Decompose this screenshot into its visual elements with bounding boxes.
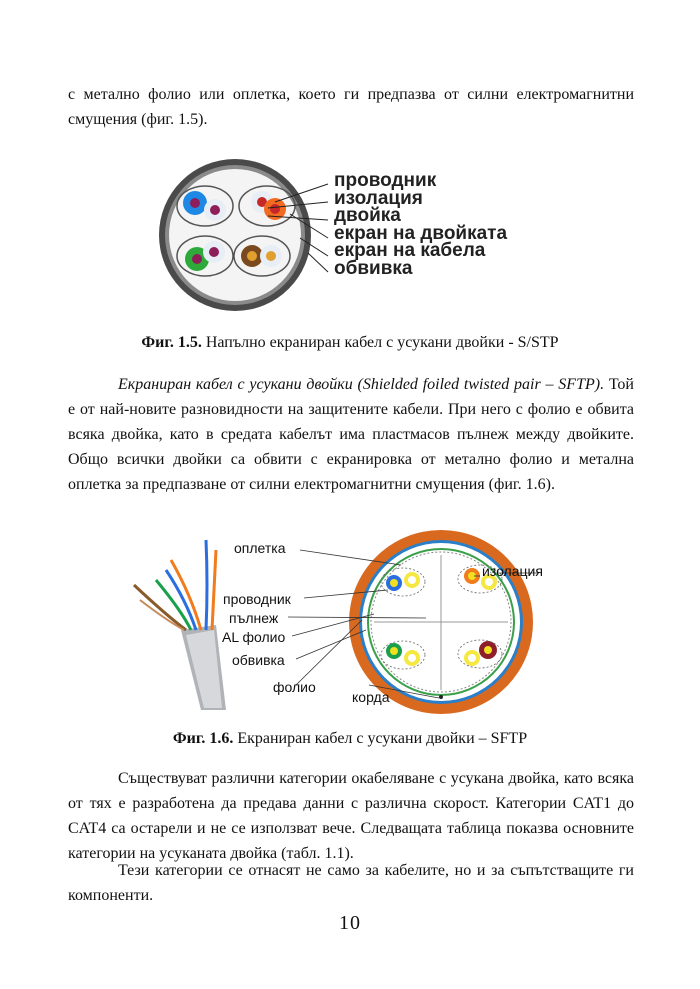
label-izolacia: изолация <box>334 187 423 209</box>
label-obvivka: обвивка <box>334 257 413 279</box>
last-paragraph: Тези категории се отнасят не само за кабелите, но и за съпътстващите ги компоненти. <box>68 862 634 904</box>
caption-prefix: Фиг. 1.5. <box>141 334 202 351</box>
figure-1-6 <box>126 530 586 715</box>
label-dvoika: двойка <box>334 205 401 226</box>
label-ekran-dvoika: екран на двойката <box>334 222 508 244</box>
sftp-paragraph <box>68 372 634 497</box>
figure-1-6-caption <box>0 730 700 748</box>
label-folio: фолио <box>273 679 316 695</box>
sftp-heading: Екраниран кабел с усукани двойки (Shielded foiled twisted pair – SFTP). <box>118 376 605 393</box>
label-provodnik: проводник <box>334 170 437 191</box>
label-al-folio: AL фолио <box>222 629 286 645</box>
cable-photo <box>134 540 226 710</box>
sftp-text: Той е от най-новите разновидности на защитените кабели. При него с фолио е обвита всяка двойка, като в средата кабелът има пластмасов пълнеж между двойките. Общо всички двойки са обвити с екранировка от метално фолио и метална оплетка за предпазване от силни електромагнитни смущения (фиг. 1.6). <box>68 376 634 493</box>
label-obvivka-2: обвивка <box>232 652 285 668</box>
top-paragraph: с металнo фолио или оплетка, което ги предпазва от силни електромагнитни смущения (фиг. 1.5). <box>68 86 634 128</box>
caption-prefix-2: Фиг. 1.6. <box>172 730 234 747</box>
caption-text: Напълно екраниран кабел с усукани двойки - S/STP <box>201 334 559 351</box>
label-provodnik-2: проводник <box>223 591 291 607</box>
label-korda: корда <box>352 689 390 705</box>
label-ekran-kabel: екран на кабела <box>334 240 486 261</box>
label-opletka: оплетка <box>234 540 286 556</box>
page-number: 10 <box>339 912 361 934</box>
label-palnej: пълнеж <box>229 610 279 626</box>
sftp-cable-diagram <box>126 530 586 715</box>
figure-1-5 <box>150 158 560 318</box>
caption-text-2: Екраниран кабел с усукани двойки – SFTP <box>233 730 528 747</box>
figure-1-5-caption <box>0 334 700 352</box>
label-izolacia-2: изолация <box>482 563 543 579</box>
categories-paragraph: Съществуват различни категории окабеляване с усукана двойка, като всяка от тях е разработена да предава данни с различна скорост. Категории CAT1 до CAT4 са остарели и не се използват вече. Следващата таблица показва основните категории на усуканата двойка (табл. 1.1). <box>68 770 634 862</box>
